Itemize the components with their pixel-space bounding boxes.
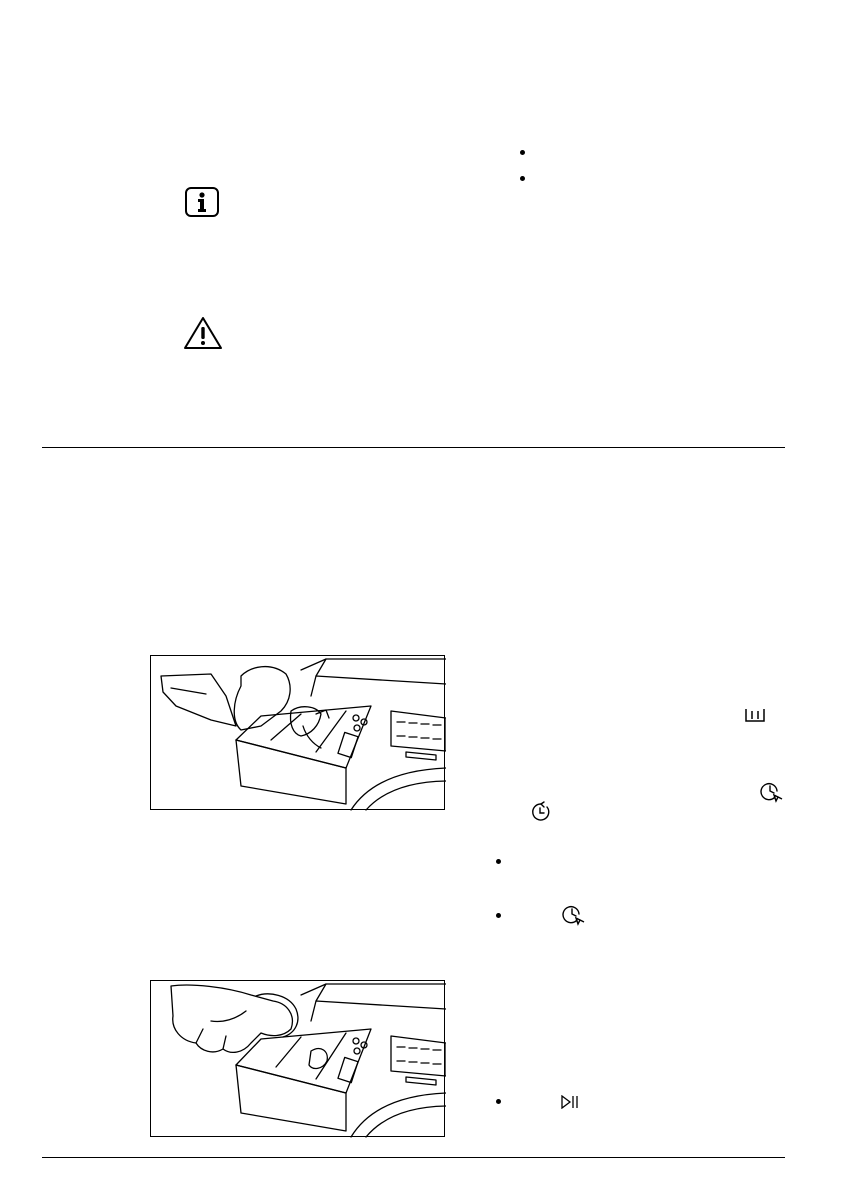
detergent-compartment-icon xyxy=(744,707,766,723)
detergent-pour-illustration-2 xyxy=(150,980,445,1137)
page-footer-rule xyxy=(42,1157,785,1158)
start-pause-icon xyxy=(560,1095,580,1109)
delay-start-clock-icon xyxy=(760,781,784,805)
detergent-pour-illustration-1 xyxy=(150,655,445,810)
list-bullet xyxy=(496,913,501,918)
warning-triangle-icon xyxy=(183,316,223,350)
timer-clock-icon xyxy=(530,801,552,823)
list-bullet xyxy=(496,859,501,864)
list-bullet xyxy=(520,150,525,155)
info-icon xyxy=(185,187,219,217)
section-divider xyxy=(42,447,785,448)
list-bullet xyxy=(496,1099,501,1104)
list-bullet xyxy=(520,176,525,181)
delay-start-clock-icon xyxy=(562,904,586,928)
